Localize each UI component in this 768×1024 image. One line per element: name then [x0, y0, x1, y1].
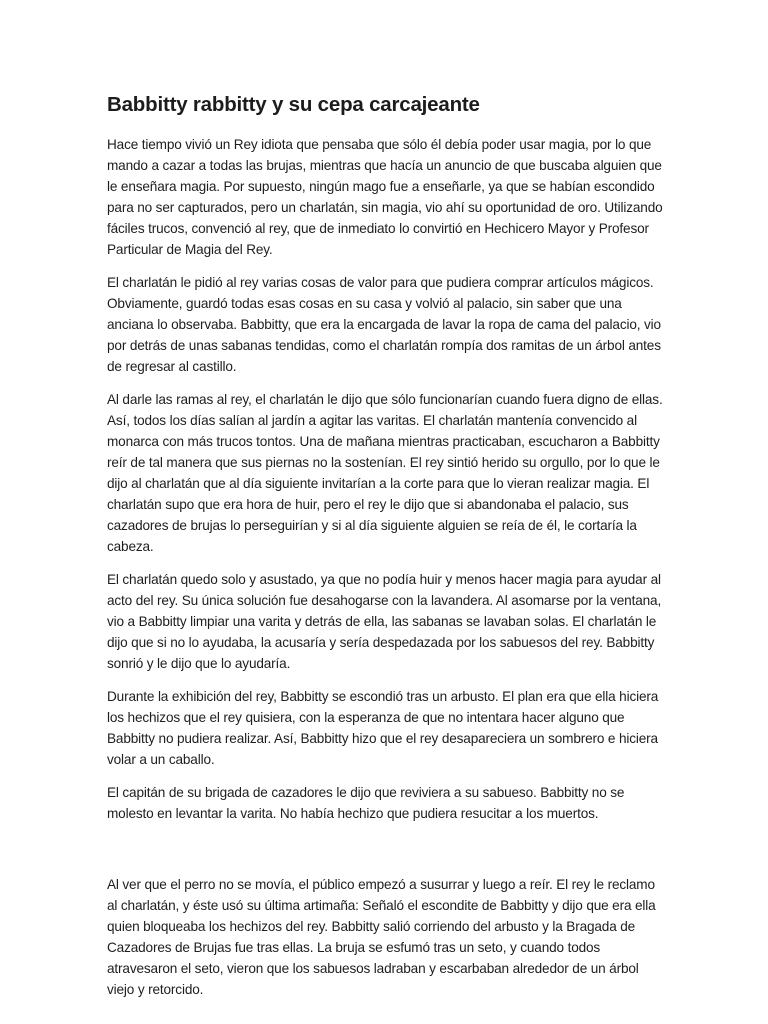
- document-title: Babbitty rabbitty y su cepa carcajeante: [107, 93, 480, 116]
- document-page: [107, 92, 663, 1012]
- paragraph-1: Hace tiempo vivió un Rey idiota que pensaba que sólo él debía poder usar magia, por lo que mando a cazar a todas las brujas, mientras que hacía un anuncio de que buscaba alguien que le enseñara magia. Por supuesto, ningún mago fue a enseñarle, ya que se habían escondido para no ser capturados, pero un charlatán, sin magia, vio ahí su oportunidad de oro. Utilizando fáciles trucos, convenció al rey, que de inmediato lo convirtió en Hechicero Mayor y Profesor Particular de Magia del Rey.: [107, 137, 663, 257]
- paragraph-3: Al darle las ramas al rey, el charlatán le dijo que sólo funcionarían cuando fuera digno de ellas. Así, todos los días salían al jardín a agitar las varitas. El charlatán mantenía convencido al monarca con más trucos tontos. Una de mañana mientras practicaban, escucharon a Babbitty reír de tal manera que sus piernas no la sostenían. El rey sintió herido su orgullo, por lo que le dijo al charlatán que al día siguiente invitarían a la corte para que lo vieran realizar magia. El charlatán supo que era hora de huir, pero el rey le dijo que si abandonaba el palacio, sus cazadores de brujas lo perseguirían y si al día siguiente alguien se reía de él, le cortaría la cabeza.: [107, 392, 663, 554]
- paragraph-6: El capitán de su brigada de cazadores le dijo que reviviera a su sabueso. Babbitty no se molesto en levantar la varita. No había hechizo que pudiera resucitar a los muertos.: [107, 785, 625, 821]
- paragraph-7: Al ver que el perro no se movía, el público empezó a susurrar y luego a reír. El rey le reclamo al charlatán, y éste usó su última artimaña: Señaló el escondite de Babbitty y dijo que era ella quien bloqueaba los hechizos del rey. Babbitty salió corriendo del arbusto y la Bragada de Cazadores de Brujas fue tras ellas. La bruja se esfumó tras un seto, y cuando todos atravesaron el seto, vieron que los sabuesos ladraban y escarbaban alrededor de un árbol viejo y retorcido.: [107, 877, 656, 997]
- paragraph-2: El charlatán le pidió al rey varias cosas de valor para que pudiera comprar artículos mágicos. Obviamente, guardó todas esas cosas en su casa y volvió al palacio, sin saber que una anciana lo observaba. Babbitty, que era la encargada de lavar la ropa de cama del palacio, vio por detrás de unas sabanas tendidas, como el charlatán rompía dos ramitas de un árbol antes de regresar al castillo.: [107, 275, 661, 374]
- paragraph-4: El charlatán quedo solo y asustado, ya que no podía huir y menos hacer magia para ayudar al acto del rey. Su única solución fue desahogarse con la lavandera. Al asomarse por la ventana, vio a Babbitty limpiar una varita y detrás de ella, las sabanas se lavaban solas. El charlatán le dijo que si no lo ayudaba, la acusaría y sería despedazada por los sabuesos del rey. Babbitty sonrió y le dijo que lo ayudaría.: [107, 572, 662, 671]
- paragraph-5: Durante la exhibición del rey, Babbitty se escondió tras un arbusto. El plan era que ella hiciera los hechizos que el rey quisiera, con la esperanza de que no intentara hacer alguno que Babbitty no pudiera realizar. Así, Babbitty hizo que el rey desapareciera un sombrero e hiciera volar a un caballo.: [107, 689, 659, 767]
